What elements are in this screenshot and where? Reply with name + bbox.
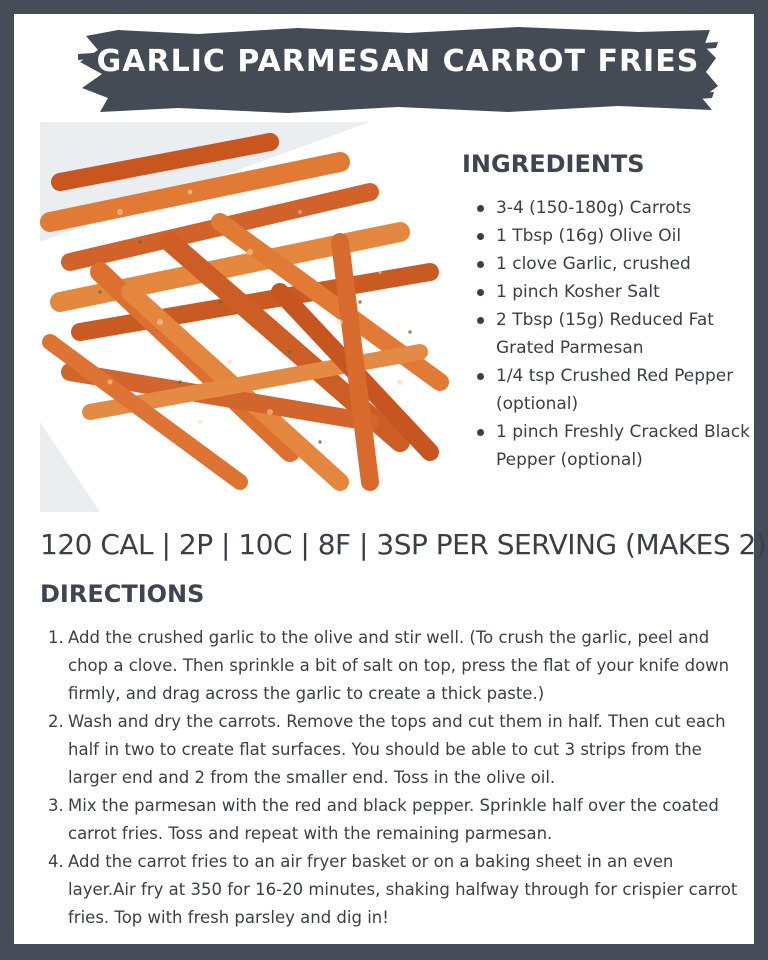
ingredient-item: 1 pinch Kosher Salt bbox=[466, 278, 752, 306]
directions-heading: DIRECTIONS bbox=[40, 580, 205, 608]
ingredient-item: 1 Tbsp (16g) Olive Oil bbox=[466, 222, 752, 250]
step-text: Wash and dry the carrots. Remove the tops and cut them in half. Then cut each half in two to create flat surfaces. You should be able to cut 3 strips from the larger end and 2 from the smaller end. Toss in the olive oil. bbox=[68, 712, 726, 787]
step-text: Add the crushed garlic to the olive and stir well. (To crush the garlic, peel and chop a clove. Then sprinkle a bit of salt on top, press the flat of your knife down firmly, and drag across the garlic to create a thick paste.) bbox=[68, 628, 730, 703]
recipe-title: GARLIC PARMESAN CARROT FRIES bbox=[96, 44, 700, 79]
step-number: 1. bbox=[48, 628, 64, 647]
ingredient-list bbox=[466, 194, 752, 474]
step-number: 3. bbox=[48, 796, 64, 815]
step-number: 2. bbox=[48, 712, 64, 731]
nutrition-summary: 120 CAL | 2P | 10C | 8F | 3SP PER SERVING (MAKES 2) bbox=[40, 528, 767, 561]
direction-step bbox=[44, 792, 744, 848]
step-text: Mix the parmesan with the red and black pepper. Sprinkle half over the coated carrot fries. Toss and repeat with the remaining parmesan. bbox=[68, 796, 719, 843]
ingredient-item: 1 pinch Freshly Cracked Black Pepper (optional) bbox=[466, 418, 752, 474]
direction-list bbox=[44, 624, 744, 932]
direction-step bbox=[44, 624, 744, 708]
direction-step bbox=[44, 708, 744, 792]
ingredient-item: 1/4 tsp Crushed Red Pepper (optional) bbox=[466, 362, 752, 418]
ingredients-heading: INGREDIENTS bbox=[462, 150, 645, 178]
ingredient-item: 3-4 (150-180g) Carrots bbox=[466, 194, 752, 222]
ingredient-item: 2 Tbsp (15g) Reduced Fat Grated Parmesan bbox=[466, 306, 752, 362]
step-text: Add the carrot fries to an air fryer basket or on a baking sheet in an even layer.Air fry at 350 for 16-20 minutes, shaking halfway through for crispier carrot fries. Top with fresh parsley and dig in! bbox=[68, 852, 738, 927]
step-number: 4. bbox=[48, 852, 64, 871]
watermark: MASONFIT.COM bbox=[178, 604, 308, 620]
ingredient-item: 1 clove Garlic, crushed bbox=[466, 250, 752, 278]
direction-step bbox=[44, 848, 744, 932]
title-banner bbox=[78, 24, 718, 116]
